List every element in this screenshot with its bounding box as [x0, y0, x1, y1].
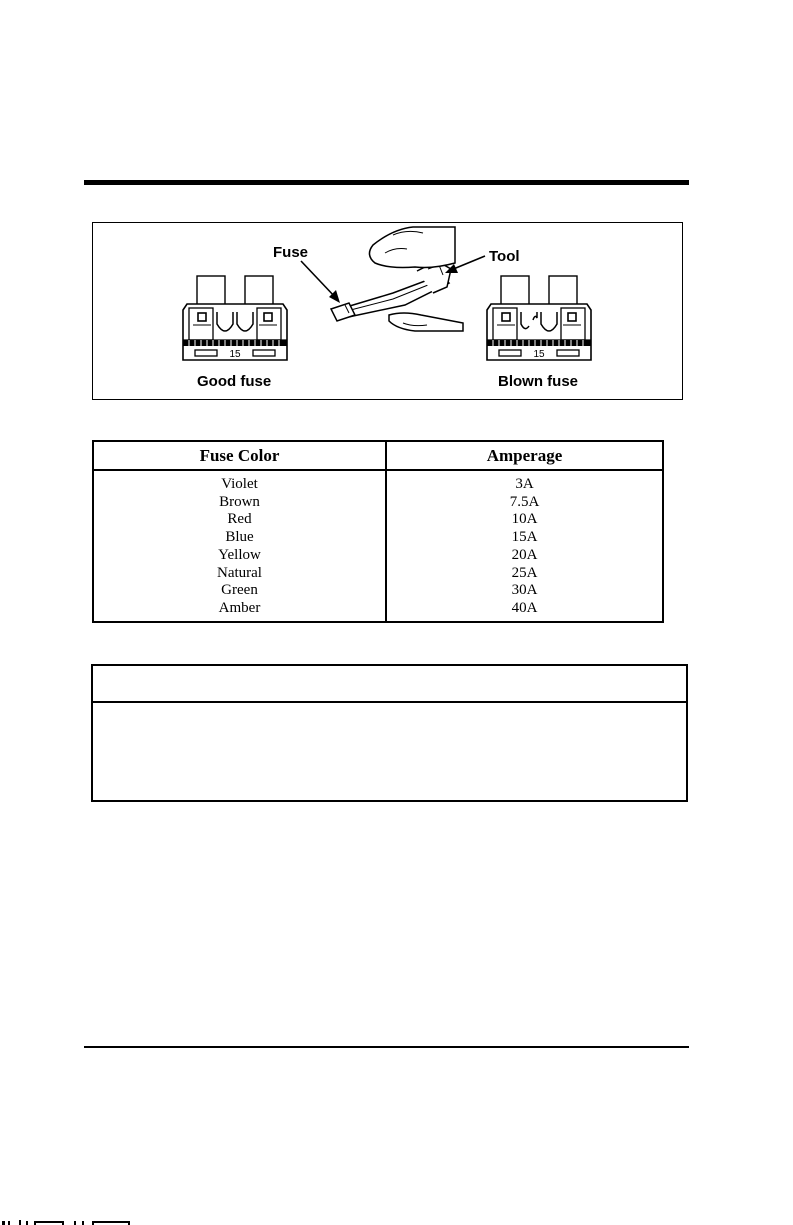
table-row	[93, 547, 663, 565]
fuse-label: Fuse	[273, 244, 309, 261]
amperage-header: Amperage	[386, 441, 663, 470]
amperage-cell: 30A	[511, 582, 538, 599]
fuse-illustration-drawing	[93, 223, 684, 401]
footer-rule	[84, 1046, 689, 1048]
good-fuse-label: Good fuse	[197, 373, 272, 390]
amperage-cell: 3A	[515, 476, 534, 492]
scan-artifact	[0, 1218, 140, 1225]
table-row	[93, 494, 663, 512]
blown-fuse-label: Blown fuse	[498, 373, 579, 390]
fuse-color-cell: Blue	[93, 529, 386, 547]
good-fuse-icon	[183, 276, 287, 360]
amperage-cell: 20A	[511, 546, 538, 563]
table-row	[93, 600, 663, 622]
notice-box	[91, 664, 688, 802]
tool-label: Tool	[489, 248, 520, 265]
blown-fuse-icon	[487, 276, 591, 360]
good-fuse-rating: 15	[229, 349, 241, 360]
table-header-row	[93, 441, 663, 470]
amperage-cell: 15A	[511, 529, 538, 546]
fuse-color-cell: Yellow	[93, 547, 386, 565]
fuse-color-cell: Amber	[93, 600, 386, 622]
amperage-cell: 10A	[511, 511, 538, 528]
fuse-color-cell: Brown	[93, 494, 386, 512]
fuse-color-cell: Natural	[93, 565, 386, 583]
table-row	[93, 470, 663, 494]
fuse-leader-arrow	[301, 261, 340, 303]
fuse-color-cell: Green	[93, 582, 386, 600]
amperage-cell: 40A	[511, 599, 538, 616]
table-row	[93, 529, 663, 547]
fuse-color-cell: Violet	[93, 470, 386, 494]
fuse-color-header: Fuse Color	[93, 441, 386, 470]
fuse-puller-tool-icon	[331, 227, 463, 331]
blown-fuse-rating: 15	[533, 349, 545, 360]
notice-header	[93, 666, 686, 703]
table-row	[93, 511, 663, 529]
amperage-cell: 25A	[511, 564, 538, 581]
amperage-cell: 7.5A	[509, 493, 540, 510]
fuse-illustration	[92, 222, 683, 400]
table-row	[93, 582, 663, 600]
table-row	[93, 565, 663, 583]
fuse-color-amperage-table	[92, 440, 664, 623]
header-rule	[84, 180, 689, 185]
fuse-color-cell: Red	[93, 511, 386, 529]
